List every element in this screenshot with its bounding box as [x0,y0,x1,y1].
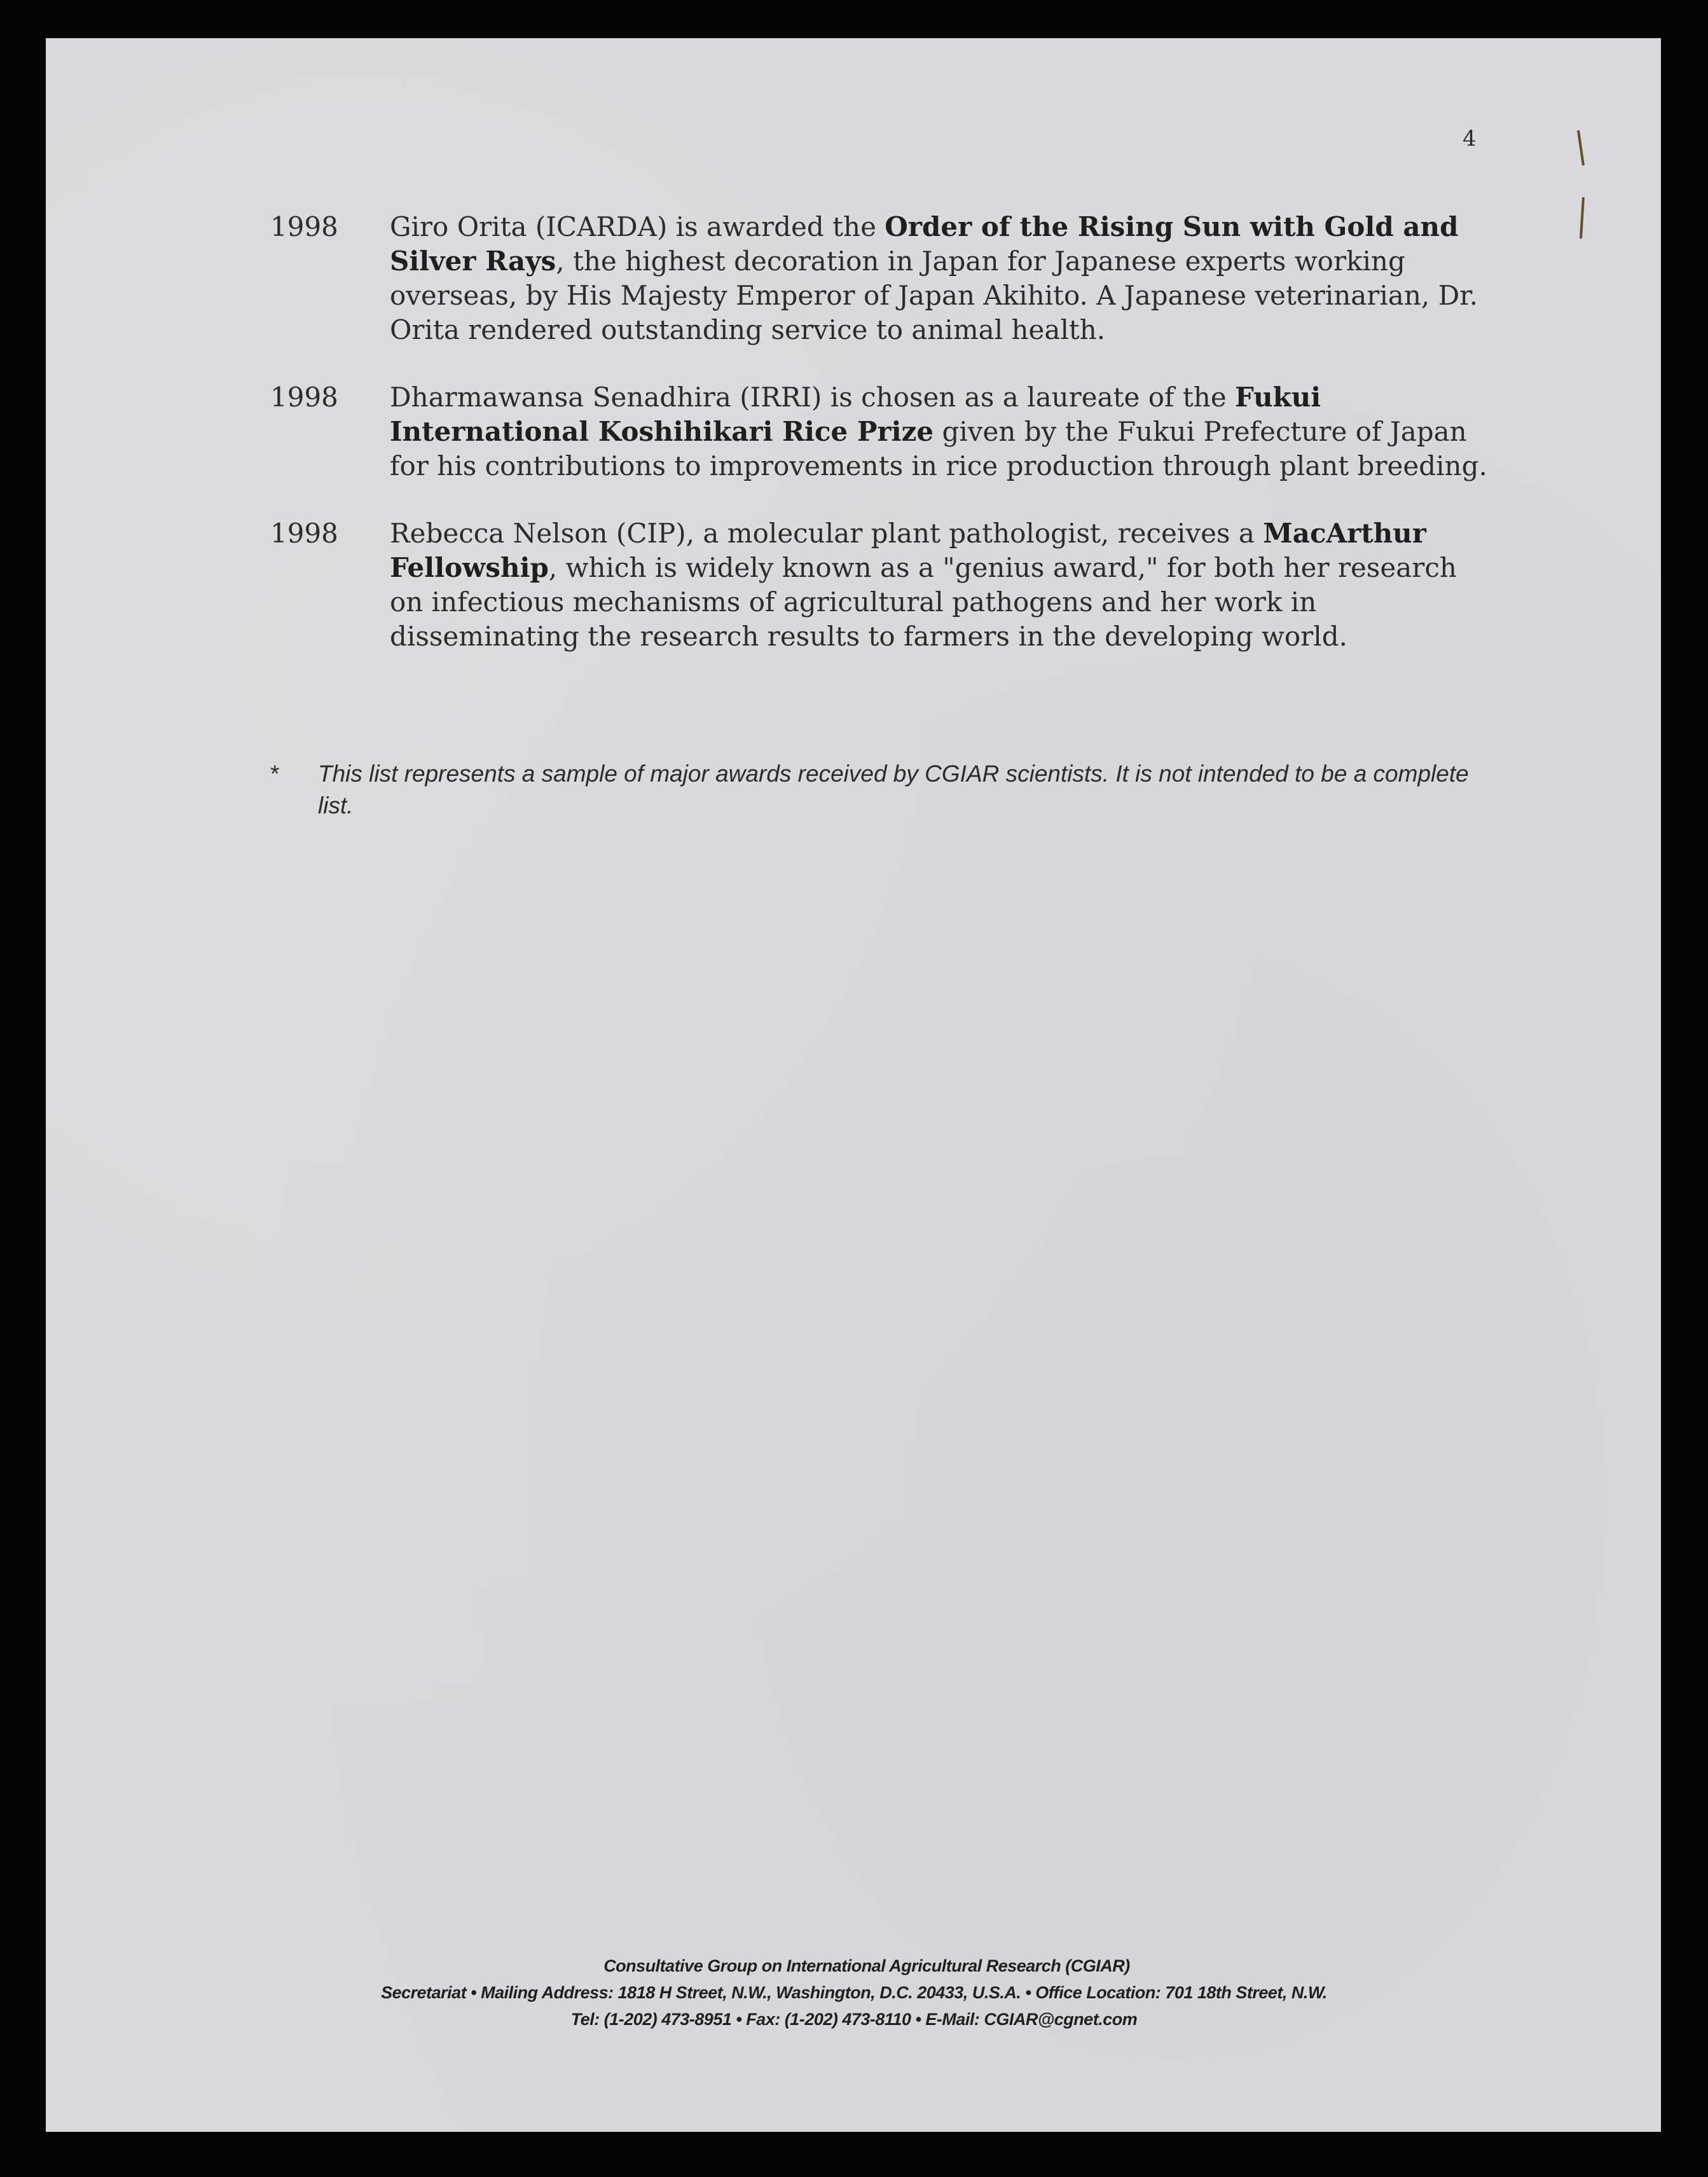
award-description: Giro Orita (ICARDA) is awarded the Order of the Rising Sun with Gold and Silver Rays, the highest decoration in Japan for Japanese experts working overseas, by His Majesty Emperor of Japan Akihito. A Japanese veterinarian, Dr. Orita rendered outstanding service to animal health. [390,211,1478,345]
footer-address: Secretariat • Mailing Address: 1818 H Street, N.W., Washington, D.C. 20433, U.S.A. • Office Location: 701 18th Street, N.W. [381,1983,1327,2002]
footnote-text: This list represents a sample of major awards received by CGIAR scientists. It is not intended to be a complete list. [318,761,1469,819]
award-entry [270,516,1491,654]
award-name: Fukui International Koshihikari Rice Prize [390,382,1321,447]
award-year: 1998 [270,382,338,413]
award-description: Dharmawansa Senadhira (IRRI) is chosen as a laureate of the Fukui International Koshihikari Rice Prize given by the Fukui Prefecture of Japan for his contributions to improvements in rice production through plant breeding. [390,382,1487,481]
page-number: 4 [1463,126,1477,151]
staple-mark [1572,127,1591,242]
award-year: 1998 [270,211,338,242]
awards-list [270,210,1491,687]
award-name: MacArthur Fellowship [390,518,1426,583]
award-year: 1998 [270,518,338,549]
award-description: Rebecca Nelson (CIP), a molecular plant pathologist, receives a MacArthur Fellowship, which is widely known as a "genius award," for both her research on infectious mechanisms of agricultural pathogens and her work in disseminating the research results to farmers in the developing world. [390,518,1457,652]
footer-contact: Tel: (1-202) 473-8951 • Fax: (1-202) 473-8110 • E-Mail: CGIAR@cgnet.com [570,2010,1138,2029]
award-name: Order of the Rising Sun with Gold and Silver Rays [390,211,1459,277]
award-entry [270,210,1491,347]
footnote-marker: * [270,761,280,787]
footnote [270,758,1491,822]
award-entry [270,380,1491,483]
footer-organization: Consultative Group on International Agricultural Research (CGIAR) [603,1956,1130,1975]
letterhead-footer [0,1952,1708,2033]
